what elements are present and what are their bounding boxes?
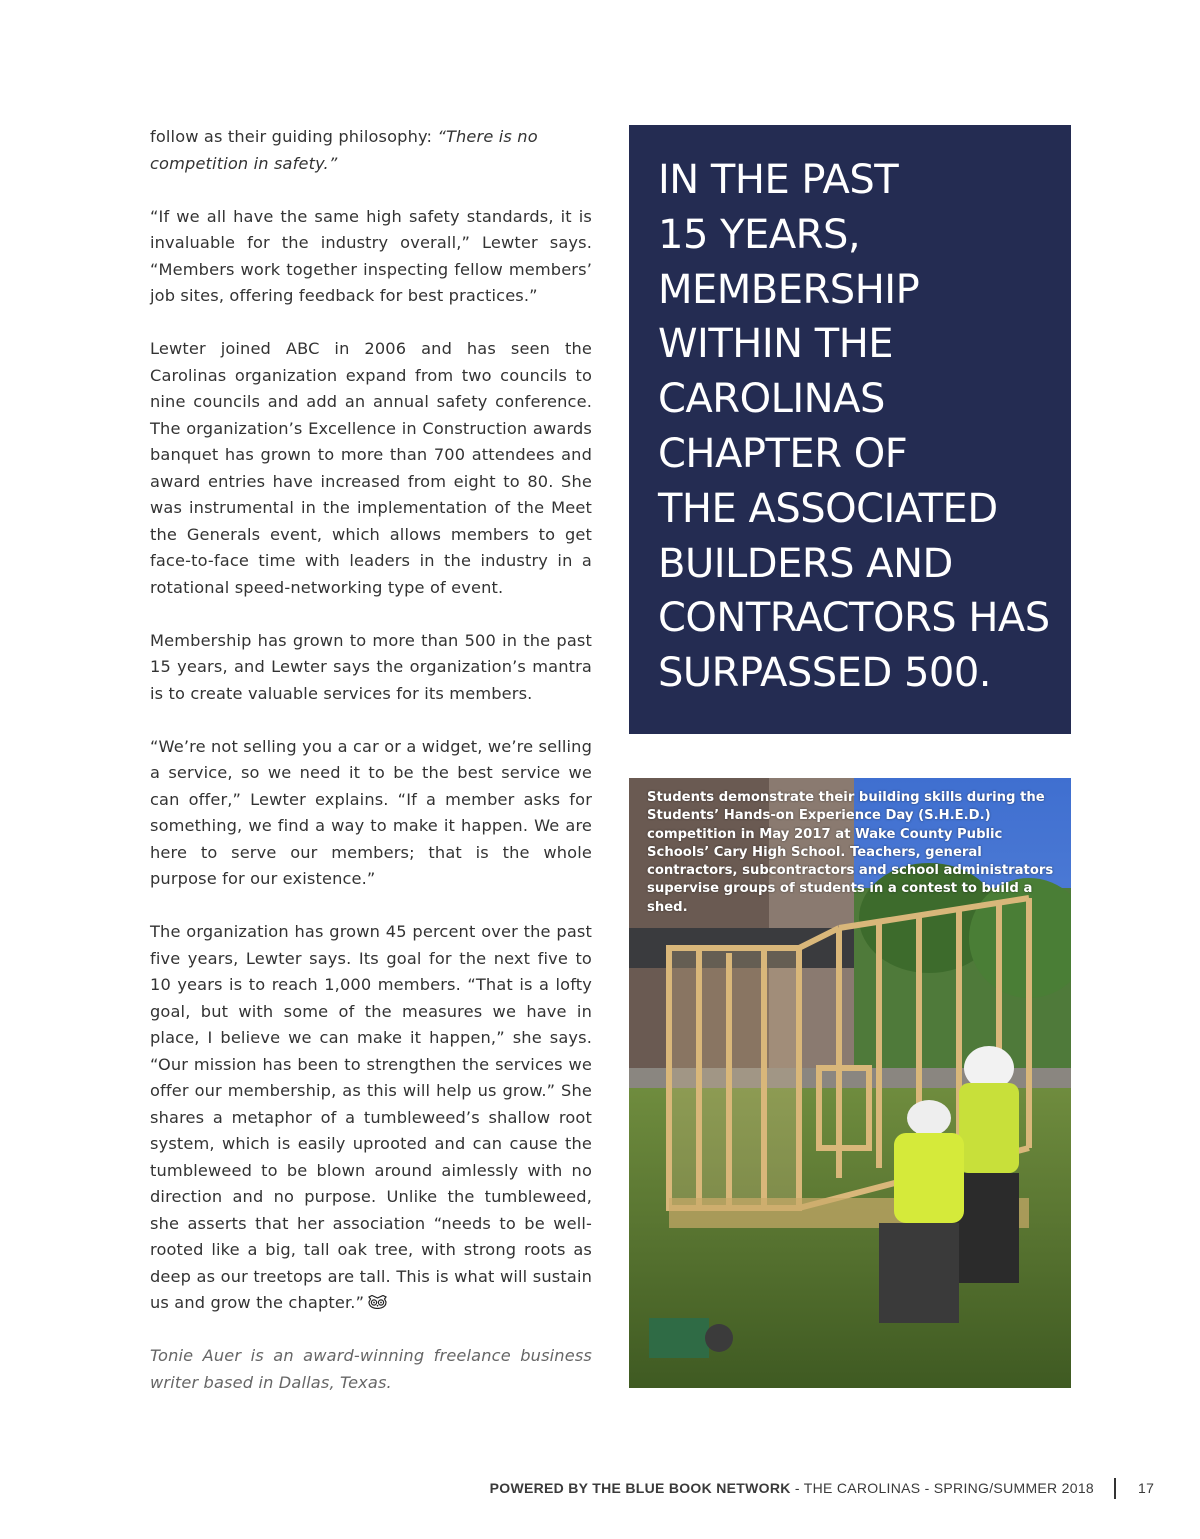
- article-paragraph: “If we all have the same high safety standards, it is invaluable for the industry overall,” Lewter says. “Members work together inspecting fellow members’ job sites, offering feedback for best practices.”: [150, 206, 592, 305]
- footer-divider: [1114, 1478, 1116, 1499]
- article-paragraph: Membership has grown to more than 500 in the past 15 years, and Lewter says the organization’s mantra is to create valuable services for its members.: [150, 630, 592, 703]
- footer-publication: [490, 1480, 1094, 1496]
- pull-quote-line: IN THE PAST: [658, 157, 899, 203]
- pull-quote-text: [658, 153, 1051, 701]
- article-paragraph: Lewter joined ABC in 2006 and has seen the Carolinas organization expand from two councils to nine councils and add an annual safety conference. The organization’s Excellence in Construction awards banquet has grown to more than 700 attendees and award entries have increased from eight to 80. She was instrumental in the implementation of the Meet the Generals event, which allows members to get face-to-face time with leaders in the industry in a rotational speed-networking type of event.: [150, 339, 592, 597]
- pull-quote-line: CAROLINAS: [658, 376, 885, 423]
- pull-quote-line: WITHIN THE: [658, 321, 894, 368]
- page-footer: [0, 1478, 1200, 1500]
- pull-quote-line: 15 YEARS,: [658, 211, 861, 258]
- page-number: 17: [1138, 1480, 1155, 1496]
- article-paragraph: “We’re not selling you a car or a widget, we’re selling a service, so we need it to be the best service we can offer,” Lewter explains. “If a member asks for something, we find a way to make it happen. We are here to serve our members; that is the whole purpose for our existence.”: [150, 736, 592, 888]
- shed-construction-photo: [629, 778, 1071, 1388]
- article-paragraph-last: [150, 919, 592, 1317]
- author-bio: Tonie Auer is an award-winning freelance business writer based in Dallas, Texas.: [150, 1346, 592, 1392]
- pull-quote-line: BUILDERS AND: [658, 540, 953, 587]
- pull-quote-box: [629, 125, 1071, 734]
- photo-caption: Students demonstrate their building skills during the Students’ Hands-on Experience Day (S.H.E.D.) competition in May 2017 at Wake County Public Schools’ Cary High School. Teachers, general contractors, subcontractors and school administrators supervise groups of students in a contest to build a shed.: [647, 790, 1054, 915]
- article-body: [150, 124, 592, 1423]
- pull-quote-line: SURPASSED 500.: [658, 650, 992, 697]
- paragraph-lead-text: follow as their guiding philosophy:: [150, 127, 438, 146]
- owl-icon: [368, 1291, 387, 1305]
- article-closing-text: The organization has grown 45 percent over the past five years, Lewter says. Its goal for the next five to 10 years is to reach 1,000 members. “That is a lofty goal, but with some of the measures we have in place, I believe we can make it happen,” she says. “Our mission has been to strengthen the services we offer our membership, as this will help us grow.” She shares a metaphor of a tumbleweed’s shallow root system, which is easily uprooted and can cause the tumbleweed to be blown around aimlessly with no direction and no purpose. Unlike the tumbleweed, she asserts that her association “needs to be well-rooted like a big, tall oak tree, with strong roots as deep as our treetops are tall. This is what will sustain us and grow the chapter.”: [150, 922, 592, 1312]
- footer-issue: - THE CAROLINAS - SPRING/SUMMER 2018: [790, 1480, 1094, 1496]
- pull-quote-line: CONTRACTORS HAS: [658, 595, 1050, 642]
- pull-quote-line: THE ASSOCIATED: [658, 485, 998, 532]
- pull-quote-line: MEMBERSHIP: [658, 266, 920, 313]
- philosophy-quote: “There is no competition in safety.”: [150, 127, 538, 173]
- article-paragraph: [150, 124, 592, 177]
- footer-brand: POWERED BY THE BLUE BOOK NETWORK: [489, 1480, 791, 1496]
- pull-quote-line: CHAPTER OF: [658, 430, 908, 477]
